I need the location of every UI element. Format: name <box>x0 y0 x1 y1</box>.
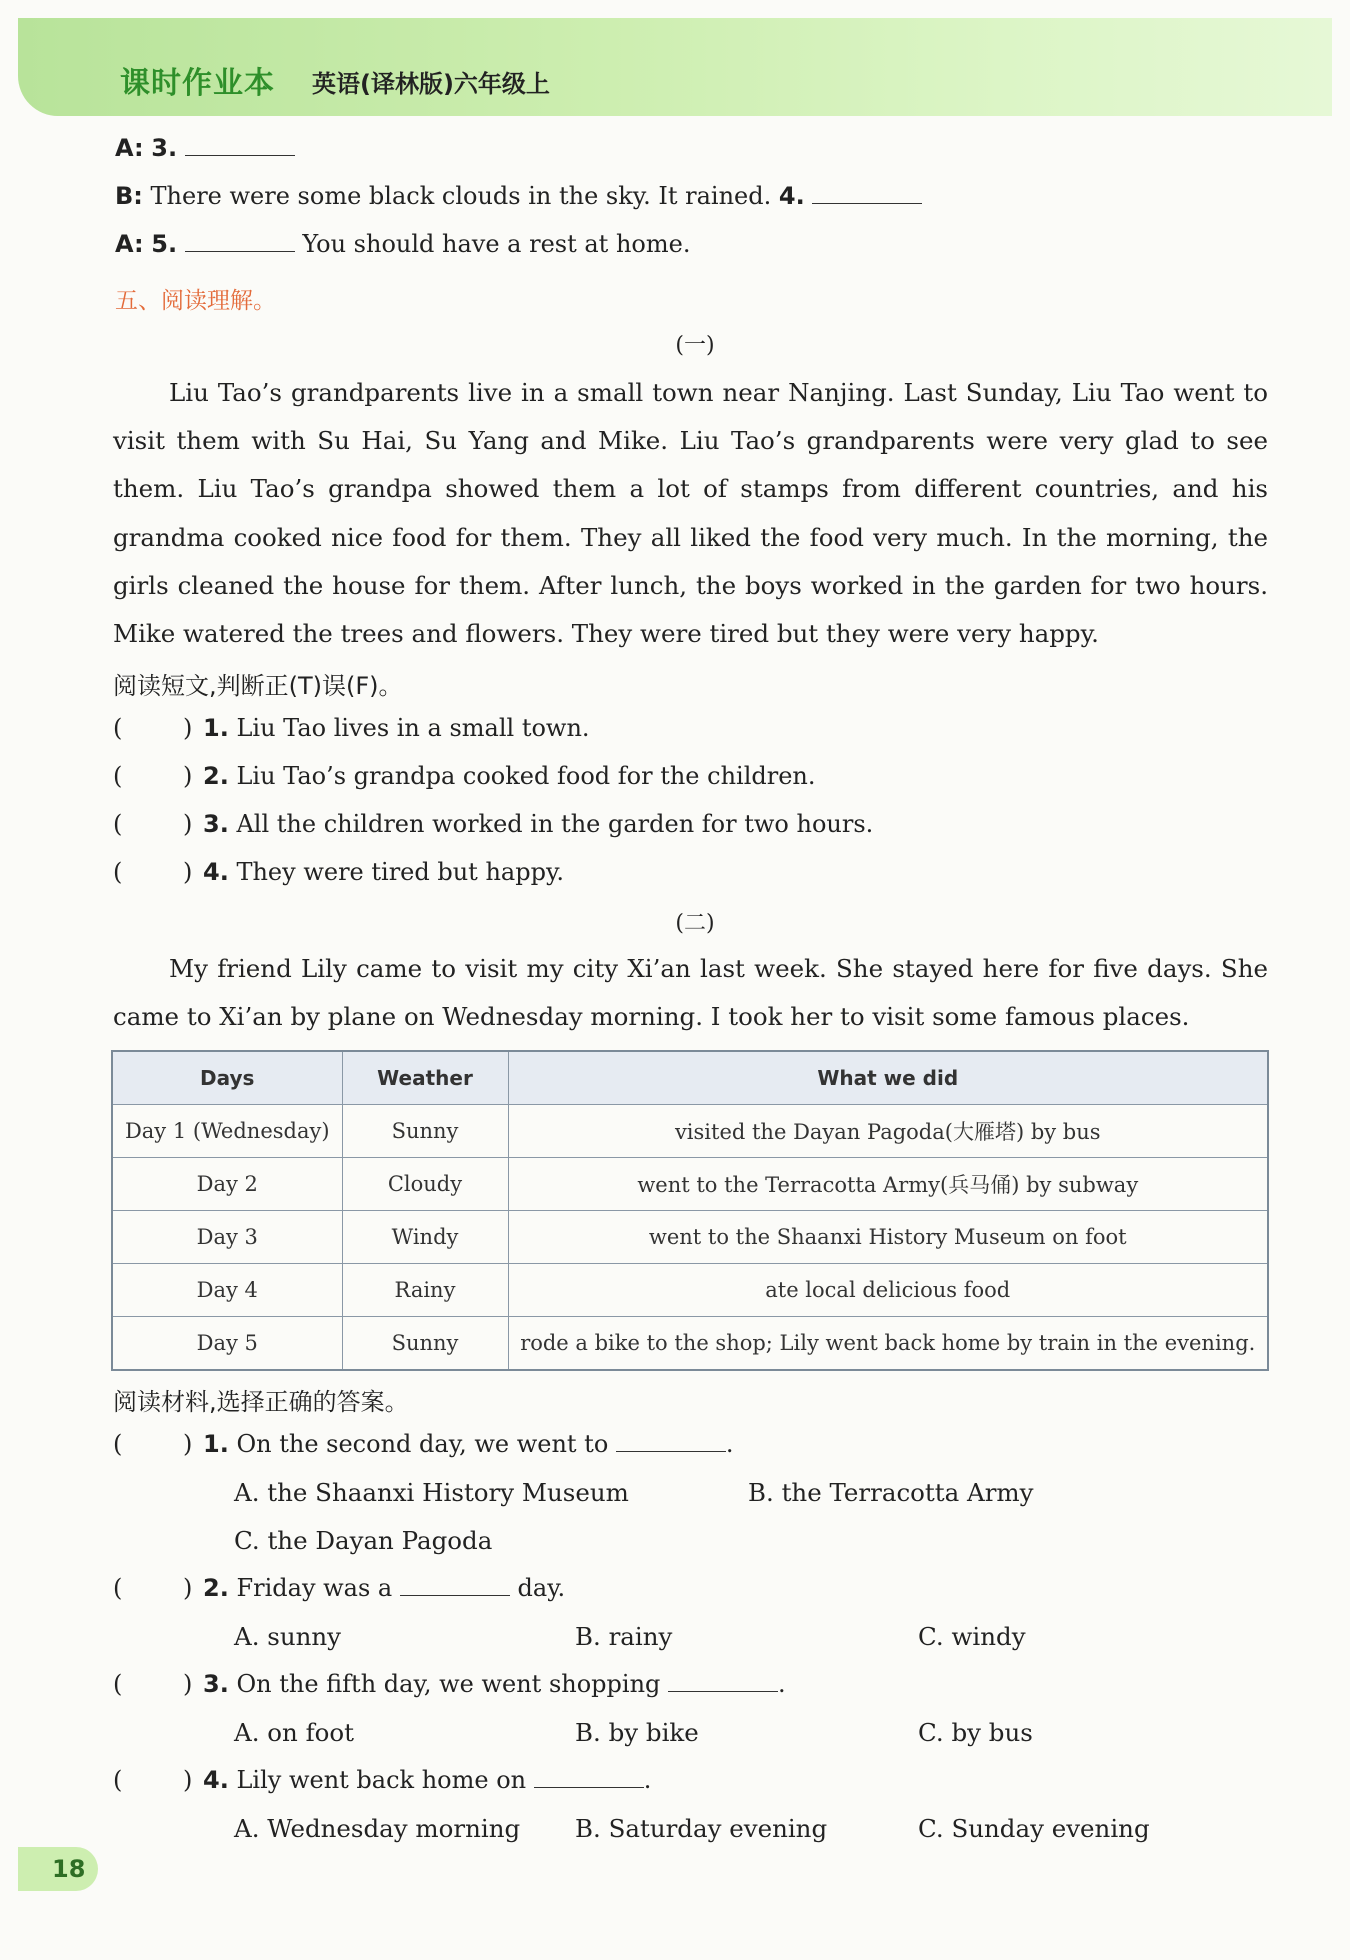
option-b[interactable]: B. by bike <box>575 1718 699 1747</box>
mc-question-4: ( ) 4. Lily went back home on . <box>113 1766 652 1794</box>
table-row <box>112 1317 1268 1371</box>
passage-2-label: (二) <box>675 911 715 936</box>
itinerary-table <box>111 1050 1269 1371</box>
mc-question-1: ( ) 1. On the second day, we went to . <box>113 1430 734 1458</box>
table-cell: visited the Dayan Pagoda(大雁塔) by bus <box>508 1105 1268 1158</box>
table-cell: Day 3 <box>112 1211 342 1264</box>
table-cell: Cloudy <box>342 1158 508 1211</box>
option-c[interactable]: C. the Dayan Pagoda <box>234 1526 493 1555</box>
mc-question-3: ( ) 3. On the fifth day, we went shopping . <box>113 1670 786 1698</box>
table-cell: Day 4 <box>112 1264 342 1317</box>
table-cell: went to the Shaanxi History Museum on foot <box>508 1211 1268 1264</box>
answer-paren[interactable]: ( <box>113 762 123 790</box>
passage-2-text: My friend Lily came to visit my city Xi’an last week. She stayed here for five days. She came to Xi’an by plane on Wednesday morning. I took her to visit some famous places. <box>113 954 1268 1032</box>
table-header-cell: Days <box>112 1051 342 1105</box>
answer-paren[interactable]: ( <box>113 810 123 838</box>
table-cell: Day 1 (Wednesday) <box>112 1105 342 1158</box>
table-row <box>112 1264 1268 1317</box>
table-cell: ate local delicious food <box>508 1264 1268 1317</box>
passage-1-label: (一) <box>675 333 715 358</box>
answer-paren[interactable]: ( <box>113 714 123 742</box>
option-c[interactable]: C. Sunday evening <box>918 1814 1150 1843</box>
section-title: 五、阅读理解。 <box>115 288 276 314</box>
option-b[interactable]: B. Saturday evening <box>575 1814 828 1843</box>
table-header-cell: What we did <box>508 1051 1268 1105</box>
page-number: 18 <box>18 1847 98 1891</box>
dialogue-line-1: A: 3. <box>115 134 295 162</box>
table-header-row <box>112 1051 1268 1105</box>
passage-1-text: Liu Tao’s grandparents live in a small town near Nanjing. Last Sunday, Liu Tao went to visit them with Su Hai, Su Yang and Mike. Liu Tao’s grandparents were very glad to see them. Liu Tao’s grandpa showed them a lot of stamps from different countries, and his grandma cooked nice food for them. They all liked the food very much. In the morning, the girls cleaned the house for them. After lunch, the boys worked in the garden for two hours. Mike watered the trees and flowers. They were tired but they were very happy. <box>113 378 1268 649</box>
table-cell: Windy <box>342 1211 508 1264</box>
dialogue-line-3: A: 5. You should have a rest at home. <box>115 230 691 258</box>
table-row <box>112 1158 1268 1211</box>
table-row <box>112 1105 1268 1158</box>
table-cell: Sunny <box>342 1317 508 1371</box>
answer-blank[interactable] <box>185 251 295 252</box>
option-c[interactable]: C. by bus <box>918 1718 1033 1747</box>
table-cell: rode a bike to the shop; Lily went back home by train in the evening. <box>508 1317 1268 1371</box>
answer-paren[interactable]: ( <box>113 1670 123 1698</box>
table-header-cell: Weather <box>342 1051 508 1105</box>
table-cell: went to the Terracotta Army(兵马俑) by subway <box>508 1158 1268 1211</box>
dialogue-line-2: B: There were some black clouds in the sky. It rained. 4. <box>115 182 922 210</box>
book-brand: 课时作业本 <box>120 66 275 101</box>
option-b[interactable]: B. the Terracotta Army <box>748 1478 1034 1507</box>
table-cell: Rainy <box>342 1264 508 1317</box>
answer-blank[interactable] <box>534 1787 644 1788</box>
tf-question-1: ( ) 1. Liu Tao lives in a small town. <box>113 714 590 742</box>
tf-question-3: ( ) 3. All the children worked in the garden for two hours. <box>113 810 874 838</box>
table-cell: Sunny <box>342 1105 508 1158</box>
answer-paren[interactable]: ( <box>113 1430 123 1458</box>
mc-question-2: ( ) 2. Friday was a day. <box>113 1574 566 1602</box>
answer-paren[interactable]: ( <box>113 858 123 886</box>
answer-blank[interactable] <box>668 1691 778 1692</box>
answer-blank[interactable] <box>185 155 295 156</box>
tf-question-4: ( ) 4. They were tired but happy. <box>113 858 564 886</box>
option-a[interactable]: A. Wednesday morning <box>234 1814 521 1843</box>
option-a[interactable]: A. the Shaanxi History Museum <box>234 1478 629 1507</box>
option-c[interactable]: C. windy <box>918 1622 1026 1651</box>
passage-1-instruction: 阅读短文,判断正(T)误(F)。 <box>113 672 403 700</box>
option-a[interactable]: A. on foot <box>234 1718 354 1747</box>
option-a[interactable]: A. sunny <box>234 1622 342 1651</box>
answer-paren[interactable]: ( <box>113 1574 123 1602</box>
passage-2-instruction: 阅读材料,选择正确的答案。 <box>113 1388 409 1416</box>
book-subtitle: 英语(译林版)六年级上 <box>312 70 550 98</box>
option-b[interactable]: B. rainy <box>575 1622 673 1651</box>
table-cell: Day 2 <box>112 1158 342 1211</box>
answer-blank[interactable] <box>400 1595 510 1596</box>
answer-blank[interactable] <box>616 1451 726 1452</box>
table-row <box>112 1211 1268 1264</box>
answer-paren[interactable]: ( <box>113 1766 123 1794</box>
tf-question-2: ( ) 2. Liu Tao’s grandpa cooked food for the children. <box>113 762 816 790</box>
table-cell: Day 5 <box>112 1317 342 1371</box>
answer-blank[interactable] <box>812 203 922 204</box>
